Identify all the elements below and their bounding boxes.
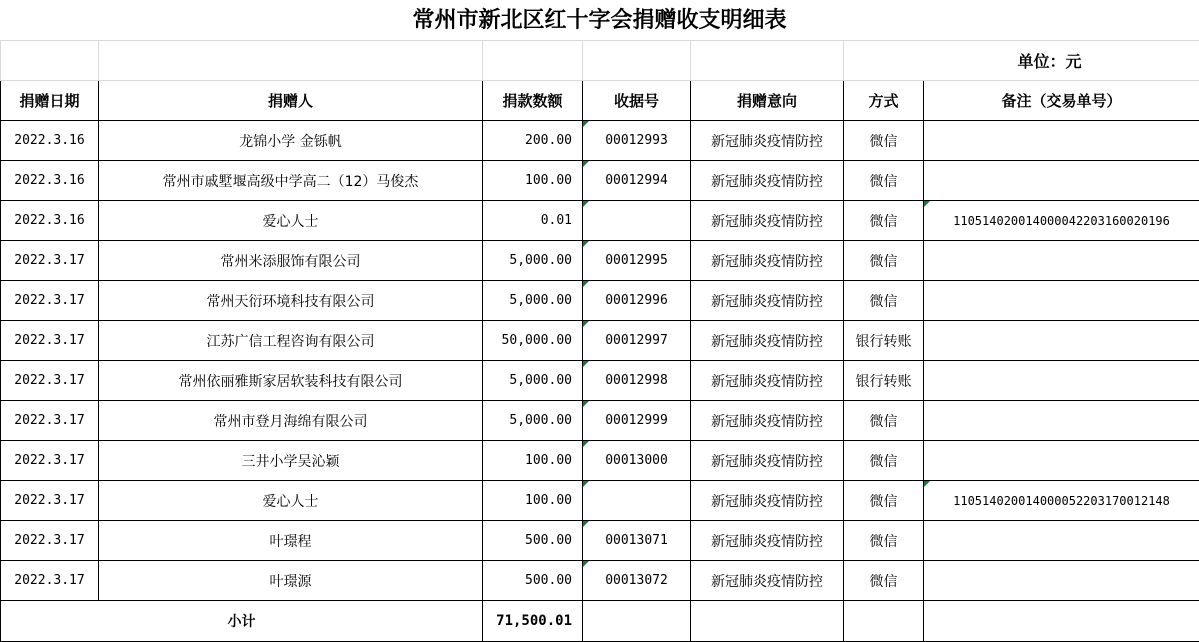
method-cell[interactable]: 微信 bbox=[844, 281, 924, 321]
unit-row-cell[interactable] bbox=[583, 41, 691, 81]
date-cell[interactable]: 2022.3.17 bbox=[1, 241, 99, 281]
donor-cell[interactable]: 常州米添服饰有限公司 bbox=[99, 241, 483, 281]
header-amount[interactable]: 捐款数额 bbox=[483, 81, 583, 121]
receipt-cell[interactable]: 00013072 bbox=[583, 561, 691, 601]
donor-cell[interactable]: 常州依丽雅斯家居软装科技有限公司 bbox=[99, 361, 483, 401]
amount-cell[interactable]: 5,000.00 bbox=[483, 281, 583, 321]
table-row bbox=[1, 561, 1199, 601]
table-row bbox=[1, 441, 1199, 481]
date-cell[interactable]: 2022.3.17 bbox=[1, 321, 99, 361]
date-cell[interactable]: 2022.3.17 bbox=[1, 401, 99, 441]
note-cell[interactable] bbox=[924, 321, 1199, 361]
receipt-cell[interactable] bbox=[583, 201, 691, 241]
header-receipt[interactable]: 收据号 bbox=[583, 81, 691, 121]
header-date[interactable]: 捐赠日期 bbox=[1, 81, 99, 121]
donor-cell[interactable]: 龙锦小学 金铄帆 bbox=[99, 121, 483, 161]
table-row bbox=[1, 281, 1199, 321]
donor-cell[interactable]: 爱心人士 bbox=[99, 201, 483, 241]
note-cell[interactable] bbox=[924, 241, 1199, 281]
method-cell[interactable]: 银行转账 bbox=[844, 361, 924, 401]
donor-cell[interactable]: 常州市登月海绵有限公司 bbox=[99, 401, 483, 441]
donor-cell[interactable]: 江苏广信工程咨询有限公司 bbox=[99, 321, 483, 361]
note-cell[interactable] bbox=[924, 401, 1199, 441]
amount-cell[interactable]: 100.00 bbox=[483, 481, 583, 521]
method-cell[interactable]: 微信 bbox=[844, 561, 924, 601]
receipt-cell[interactable]: 00013000 bbox=[583, 441, 691, 481]
note-cell[interactable] bbox=[924, 121, 1199, 161]
note-cell[interactable] bbox=[924, 561, 1199, 601]
purpose-cell[interactable]: 新冠肺炎疫情防控 bbox=[691, 401, 844, 441]
purpose-cell[interactable]: 新冠肺炎疫情防控 bbox=[691, 121, 844, 161]
total-empty-cell[interactable] bbox=[844, 601, 924, 642]
donor-cell[interactable]: 爱心人士 bbox=[99, 481, 483, 521]
method-cell[interactable]: 微信 bbox=[844, 201, 924, 241]
receipt-cell[interactable]: 00012994 bbox=[583, 161, 691, 201]
unit-row-cell[interactable] bbox=[99, 41, 483, 81]
amount-cell[interactable]: 5,000.00 bbox=[483, 401, 583, 441]
table-row bbox=[1, 201, 1199, 241]
amount-cell[interactable]: 5,000.00 bbox=[483, 241, 583, 281]
table-row bbox=[1, 481, 1199, 521]
table-row bbox=[1, 361, 1199, 401]
purpose-cell[interactable]: 新冠肺炎疫情防控 bbox=[691, 281, 844, 321]
purpose-cell[interactable]: 新冠肺炎疫情防控 bbox=[691, 241, 844, 281]
note-cell[interactable]: 110514020014000042203160020196 bbox=[924, 201, 1199, 241]
table-row bbox=[1, 401, 1199, 441]
note-cell[interactable] bbox=[924, 281, 1199, 321]
receipt-cell[interactable]: 00012996 bbox=[583, 281, 691, 321]
unit-row-cell[interactable] bbox=[691, 41, 844, 81]
total-empty-cell[interactable] bbox=[583, 601, 691, 642]
donor-cell[interactable]: 常州市戚墅堰高级中学高二（12）马俊杰 bbox=[99, 161, 483, 201]
date-cell[interactable]: 2022.3.17 bbox=[1, 281, 99, 321]
table-row bbox=[1, 321, 1199, 361]
receipt-cell[interactable]: 00012998 bbox=[583, 361, 691, 401]
header-note[interactable]: 备注（交易单号） bbox=[924, 81, 1199, 121]
receipt-cell[interactable]: 00012997 bbox=[583, 321, 691, 361]
donor-cell[interactable]: 三井小学吴沁颖 bbox=[99, 441, 483, 481]
amount-cell[interactable]: 200.00 bbox=[483, 121, 583, 161]
amount-cell[interactable]: 100.00 bbox=[483, 161, 583, 201]
date-cell[interactable]: 2022.3.17 bbox=[1, 481, 99, 521]
total-empty-cell[interactable] bbox=[924, 601, 1199, 642]
date-cell[interactable]: 2022.3.17 bbox=[1, 521, 99, 561]
method-cell[interactable]: 微信 bbox=[844, 441, 924, 481]
header-donor[interactable]: 捐赠人 bbox=[99, 81, 483, 121]
purpose-cell[interactable]: 新冠肺炎疫情防控 bbox=[691, 161, 844, 201]
method-cell[interactable]: 银行转账 bbox=[844, 321, 924, 361]
method-cell[interactable]: 微信 bbox=[844, 401, 924, 441]
donor-cell[interactable]: 叶璟程 bbox=[99, 521, 483, 561]
purpose-cell[interactable]: 新冠肺炎疫情防控 bbox=[691, 521, 844, 561]
purpose-cell[interactable]: 新冠肺炎疫情防控 bbox=[691, 441, 844, 481]
receipt-cell[interactable]: 00012999 bbox=[583, 401, 691, 441]
donation-table bbox=[0, 40, 1199, 642]
purpose-cell[interactable]: 新冠肺炎疫情防控 bbox=[691, 481, 844, 521]
table-row bbox=[1, 521, 1199, 561]
total-empty-cell[interactable] bbox=[691, 601, 844, 642]
table-row bbox=[1, 241, 1199, 281]
purpose-cell[interactable]: 新冠肺炎疫情防控 bbox=[691, 321, 844, 361]
date-cell[interactable]: 2022.3.17 bbox=[1, 361, 99, 401]
note-cell[interactable] bbox=[924, 521, 1199, 561]
unit-row-cell[interactable] bbox=[1, 41, 99, 81]
header-row bbox=[1, 81, 1199, 121]
total-label[interactable]: 小计 bbox=[1, 601, 483, 642]
method-cell[interactable]: 微信 bbox=[844, 481, 924, 521]
note-cell[interactable]: 110514020014000052203170012148 bbox=[924, 481, 1199, 521]
total-amount[interactable]: 71,500.01 bbox=[483, 601, 583, 642]
header-method[interactable]: 方式 bbox=[844, 81, 924, 121]
receipt-cell[interactable]: 00013071 bbox=[583, 521, 691, 561]
donor-cell[interactable]: 叶璟源 bbox=[99, 561, 483, 601]
method-cell[interactable]: 微信 bbox=[844, 241, 924, 281]
date-cell[interactable]: 2022.3.16 bbox=[1, 201, 99, 241]
method-cell[interactable]: 微信 bbox=[844, 121, 924, 161]
method-cell[interactable]: 微信 bbox=[844, 161, 924, 201]
date-cell[interactable]: 2022.3.16 bbox=[1, 121, 99, 161]
purpose-cell[interactable]: 新冠肺炎疫情防控 bbox=[691, 561, 844, 601]
unit-row-cell[interactable] bbox=[483, 41, 583, 81]
donor-cell[interactable]: 常州天衍环境科技有限公司 bbox=[99, 281, 483, 321]
note-cell[interactable] bbox=[924, 441, 1199, 481]
total-row bbox=[1, 601, 1199, 642]
amount-cell[interactable]: 100.00 bbox=[483, 441, 583, 481]
date-cell[interactable]: 2022.3.17 bbox=[1, 561, 99, 601]
unit-row bbox=[1, 41, 1199, 81]
purpose-cell[interactable]: 新冠肺炎疫情防控 bbox=[691, 201, 844, 241]
date-cell[interactable]: 2022.3.17 bbox=[1, 441, 99, 481]
note-cell[interactable] bbox=[924, 361, 1199, 401]
table-row bbox=[1, 121, 1199, 161]
date-cell[interactable]: 2022.3.16 bbox=[1, 161, 99, 201]
amount-cell[interactable]: 500.00 bbox=[483, 521, 583, 561]
amount-cell[interactable]: 0.01 bbox=[483, 201, 583, 241]
method-cell[interactable]: 微信 bbox=[844, 521, 924, 561]
receipt-cell[interactable]: 00012995 bbox=[583, 241, 691, 281]
receipt-cell[interactable]: 00012993 bbox=[583, 121, 691, 161]
note-cell[interactable] bbox=[924, 161, 1199, 201]
unit-label[interactable]: 单位：元 bbox=[844, 41, 1199, 81]
amount-cell[interactable]: 500.00 bbox=[483, 561, 583, 601]
table-row bbox=[1, 161, 1199, 201]
header-purpose[interactable]: 捐赠意向 bbox=[691, 81, 844, 121]
receipt-cell[interactable] bbox=[583, 481, 691, 521]
purpose-cell[interactable]: 新冠肺炎疫情防控 bbox=[691, 361, 844, 401]
amount-cell[interactable]: 5,000.00 bbox=[483, 361, 583, 401]
sheet-title: 常州市新北区红十字会捐赠收支明细表 bbox=[0, 0, 1199, 40]
amount-cell[interactable]: 50,000.00 bbox=[483, 321, 583, 361]
